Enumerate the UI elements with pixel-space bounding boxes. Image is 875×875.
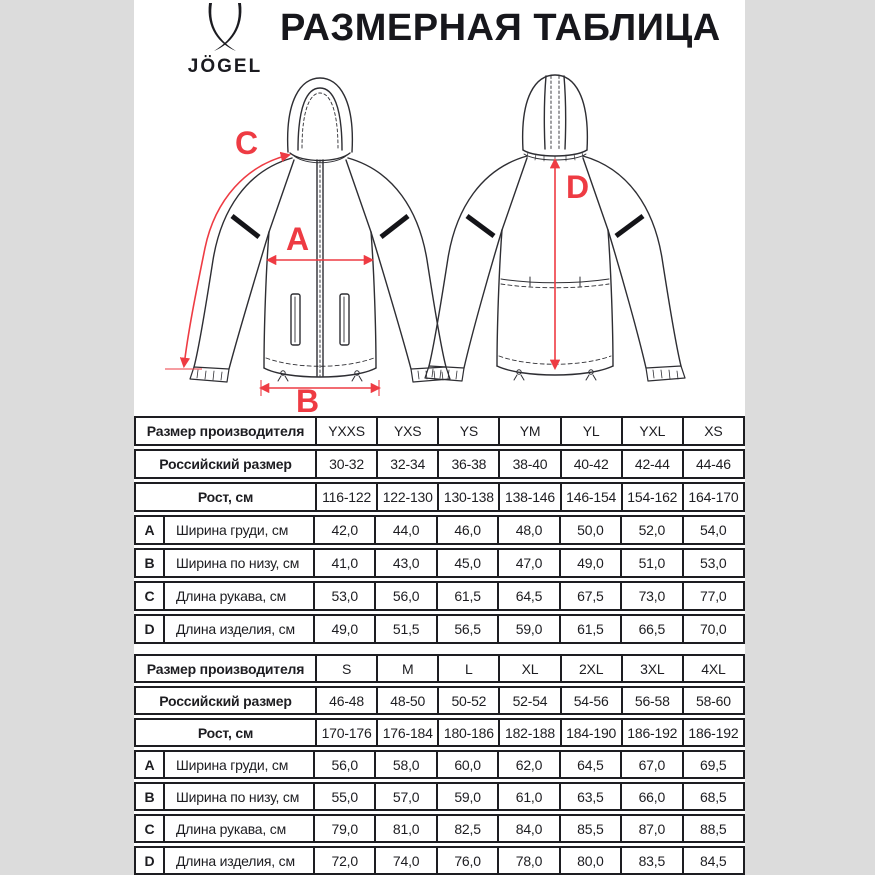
row-label: Ширина по низу, см bbox=[176, 788, 300, 805]
measure-value: 47,0 bbox=[497, 550, 558, 576]
size-value: 186-192 bbox=[682, 720, 743, 745]
size-value: 176-184 bbox=[376, 720, 437, 745]
size-value: YL bbox=[560, 418, 621, 444]
measure-value: 64,5 bbox=[497, 583, 558, 609]
row-letter: B bbox=[136, 550, 165, 576]
size-value: S bbox=[315, 656, 376, 681]
size-value: 46-48 bbox=[315, 688, 376, 713]
measure-value: 54,0 bbox=[682, 517, 743, 543]
size-value: 2XL bbox=[560, 656, 621, 681]
measure-value: 64,5 bbox=[559, 752, 620, 777]
size-value: 146-154 bbox=[560, 484, 621, 510]
row-label: Длина рукава, см bbox=[176, 588, 286, 604]
measure-value: 83,5 bbox=[620, 848, 681, 873]
measure-value: 50,0 bbox=[559, 517, 620, 543]
measure-value: 76,0 bbox=[436, 848, 497, 873]
measure-value: 67,0 bbox=[620, 752, 681, 777]
measure-value: 58,0 bbox=[374, 752, 435, 777]
row-label: Рост, см bbox=[197, 724, 254, 741]
row-label: Размер производителя bbox=[146, 660, 305, 677]
row-letter: D bbox=[136, 616, 165, 642]
measure-value: 66,5 bbox=[620, 616, 681, 642]
table-header-row bbox=[134, 686, 745, 715]
measure-value: 79,0 bbox=[313, 816, 374, 841]
row-letter: C bbox=[136, 816, 165, 841]
measure-value: 46,0 bbox=[436, 517, 497, 543]
measure-value: 53,0 bbox=[313, 583, 374, 609]
measure-value: 61,0 bbox=[497, 784, 558, 809]
size-table-youth bbox=[134, 416, 745, 644]
size-table-adult bbox=[134, 654, 745, 875]
row-letter: A bbox=[136, 517, 165, 543]
table-header-row bbox=[134, 482, 745, 512]
size-value: 36-38 bbox=[437, 451, 498, 477]
measure-value: 60,0 bbox=[436, 752, 497, 777]
measure-value: 48,0 bbox=[497, 517, 558, 543]
measure-value: 52,0 bbox=[620, 517, 681, 543]
measure-b-label: B bbox=[296, 383, 320, 414]
measure-value: 63,5 bbox=[559, 784, 620, 809]
table-body-row bbox=[134, 750, 745, 779]
size-value: XL bbox=[498, 656, 559, 681]
measure-value: 56,5 bbox=[436, 616, 497, 642]
table-header-row bbox=[134, 449, 745, 479]
size-value: YXXS bbox=[315, 418, 376, 444]
row-label: Ширина груди, см bbox=[176, 522, 289, 538]
row-label: Размер производителя bbox=[146, 423, 305, 439]
table-header-row bbox=[134, 654, 745, 683]
size-value: M bbox=[376, 656, 437, 681]
brand-wordmark: JÖGEL bbox=[187, 56, 263, 77]
row-label: Ширина по низу, см bbox=[176, 555, 300, 571]
row-label: Российский размер bbox=[159, 456, 292, 472]
row-label: Длина изделия, см bbox=[176, 852, 295, 869]
measure-value: 42,0 bbox=[313, 517, 374, 543]
jacket-measurement-diagram bbox=[134, 70, 745, 414]
row-label: Длина изделия, см bbox=[176, 621, 295, 637]
row-letter: B bbox=[136, 784, 165, 809]
measure-value: 59,0 bbox=[497, 616, 558, 642]
measure-d-label: D bbox=[566, 169, 590, 205]
measure-value: 51,0 bbox=[620, 550, 681, 576]
size-value: 50-52 bbox=[437, 688, 498, 713]
measure-value: 43,0 bbox=[374, 550, 435, 576]
size-value: 116-122 bbox=[315, 484, 376, 510]
size-value: 170-176 bbox=[315, 720, 376, 745]
size-value: 4XL bbox=[682, 656, 743, 681]
measure-value: 49,0 bbox=[313, 616, 374, 642]
measure-value: 67,5 bbox=[559, 583, 620, 609]
front-measure-annotations bbox=[165, 155, 379, 396]
size-value: 184-190 bbox=[560, 720, 621, 745]
measure-value: 77,0 bbox=[682, 583, 743, 609]
measure-value: 51,5 bbox=[374, 616, 435, 642]
measure-value: 88,5 bbox=[682, 816, 743, 841]
measure-value: 74,0 bbox=[374, 848, 435, 873]
size-value: YM bbox=[498, 418, 559, 444]
size-value: 48-50 bbox=[376, 688, 437, 713]
measure-value: 68,5 bbox=[682, 784, 743, 809]
measure-value: 78,0 bbox=[497, 848, 558, 873]
size-value: 3XL bbox=[621, 656, 682, 681]
size-value: XS bbox=[682, 418, 743, 444]
row-label: Ширина груди, см bbox=[176, 756, 289, 773]
measure-value: 61,5 bbox=[559, 616, 620, 642]
table-body-row bbox=[134, 782, 745, 811]
size-value: 186-192 bbox=[621, 720, 682, 745]
measure-value: 56,0 bbox=[374, 583, 435, 609]
row-label: Длина рукава, см bbox=[176, 820, 286, 837]
size-value: 58-60 bbox=[682, 688, 743, 713]
measure-value: 57,0 bbox=[374, 784, 435, 809]
size-value: L bbox=[437, 656, 498, 681]
row-label: Российский размер bbox=[159, 692, 292, 709]
size-value: 52-54 bbox=[498, 688, 559, 713]
size-value: 54-56 bbox=[560, 688, 621, 713]
measure-value: 62,0 bbox=[497, 752, 558, 777]
measure-value: 70,0 bbox=[682, 616, 743, 642]
size-value: YXS bbox=[376, 418, 437, 444]
measure-c-label: C bbox=[235, 125, 259, 161]
measure-value: 41,0 bbox=[313, 550, 374, 576]
size-value: 122-130 bbox=[376, 484, 437, 510]
brand-logo bbox=[180, 2, 270, 78]
measure-value: 80,0 bbox=[559, 848, 620, 873]
size-value: 182-188 bbox=[498, 720, 559, 745]
table-body-row bbox=[134, 846, 745, 875]
measure-value: 56,0 bbox=[313, 752, 374, 777]
size-value: 30-32 bbox=[315, 451, 376, 477]
measure-value: 55,0 bbox=[313, 784, 374, 809]
measure-value: 84,0 bbox=[497, 816, 558, 841]
front-jacket-drawing bbox=[190, 78, 450, 382]
table-body-row bbox=[134, 548, 745, 578]
size-value: 44-46 bbox=[682, 451, 743, 477]
row-letter: C bbox=[136, 583, 165, 609]
size-value: 138-146 bbox=[498, 484, 559, 510]
measure-value: 84,5 bbox=[682, 848, 743, 873]
measure-value: 87,0 bbox=[620, 816, 681, 841]
size-value: 154-162 bbox=[621, 484, 682, 510]
size-value: 40-42 bbox=[560, 451, 621, 477]
measure-value: 69,5 bbox=[682, 752, 743, 777]
size-value: 180-186 bbox=[437, 720, 498, 745]
size-value: 38-40 bbox=[498, 451, 559, 477]
row-label: Рост, см bbox=[197, 489, 254, 505]
measure-value: 82,5 bbox=[436, 816, 497, 841]
measure-value: 73,0 bbox=[620, 583, 681, 609]
measure-value: 85,5 bbox=[559, 816, 620, 841]
measure-value: 53,0 bbox=[682, 550, 743, 576]
table-body-row bbox=[134, 814, 745, 843]
size-value: 42-44 bbox=[621, 451, 682, 477]
measure-value: 49,0 bbox=[559, 550, 620, 576]
size-value: 56-58 bbox=[621, 688, 682, 713]
size-value: 164-170 bbox=[682, 484, 743, 510]
measure-value: 66,0 bbox=[620, 784, 681, 809]
row-letter: D bbox=[136, 848, 165, 873]
size-value: YS bbox=[437, 418, 498, 444]
table-body-row bbox=[134, 515, 745, 545]
table-body-row bbox=[134, 614, 745, 644]
size-value: 130-138 bbox=[437, 484, 498, 510]
measure-value: 81,0 bbox=[374, 816, 435, 841]
measure-value: 72,0 bbox=[313, 848, 374, 873]
table-header-row bbox=[134, 718, 745, 747]
measure-value: 45,0 bbox=[436, 550, 497, 576]
page-title: РАЗМЕРНАЯ ТАБЛИЦА bbox=[280, 7, 721, 49]
measure-value: 44,0 bbox=[374, 517, 435, 543]
row-letter: A bbox=[136, 752, 165, 777]
measure-value: 59,0 bbox=[436, 784, 497, 809]
table-header-row bbox=[134, 416, 745, 446]
size-value: YXL bbox=[621, 418, 682, 444]
size-value: 32-34 bbox=[376, 451, 437, 477]
measure-a-label: A bbox=[286, 221, 310, 257]
measure-value: 61,5 bbox=[436, 583, 497, 609]
table-body-row bbox=[134, 581, 745, 611]
jogel-emblem-icon bbox=[203, 2, 247, 54]
